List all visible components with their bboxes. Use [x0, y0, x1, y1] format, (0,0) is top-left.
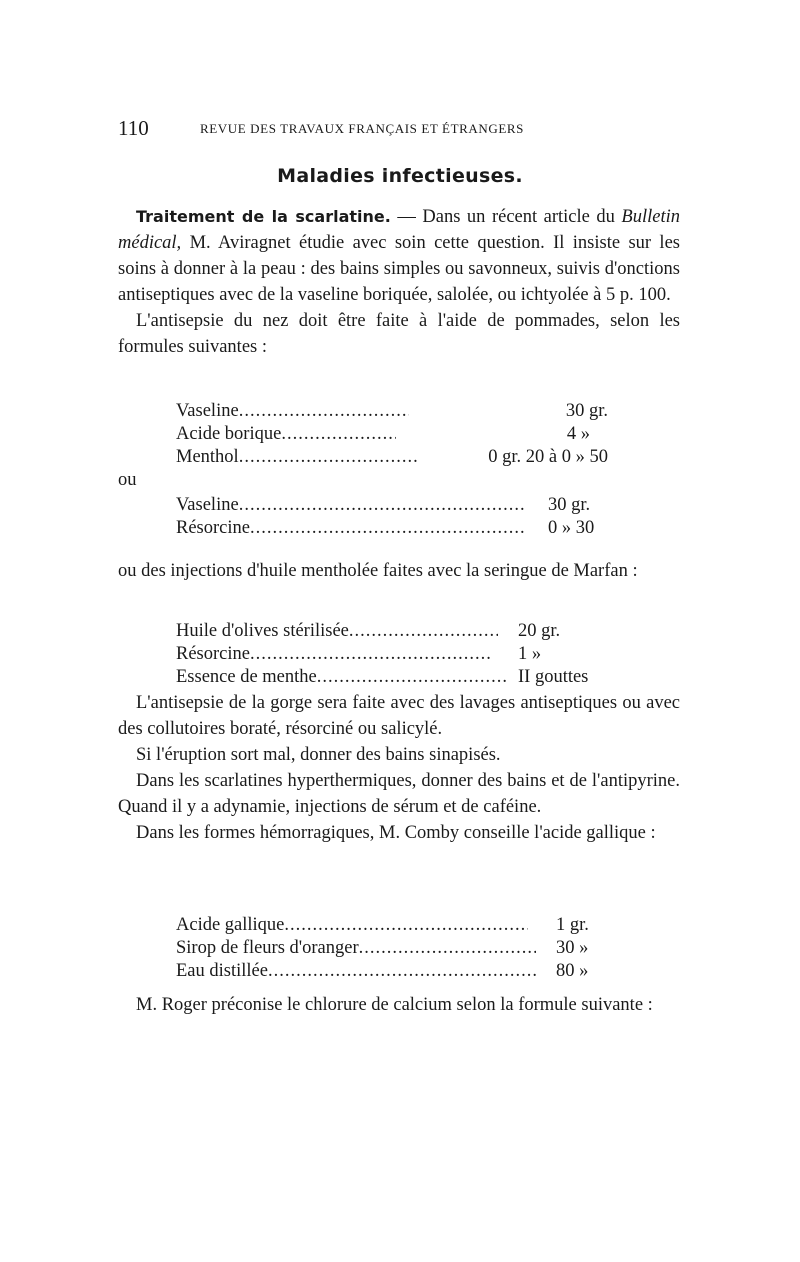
- paragraph-block-gorge: [118, 690, 680, 846]
- page-number: 110: [118, 116, 149, 140]
- formula-row: Acide gallique ..... 1 gr.: [176, 914, 624, 937]
- ou-connector: ou: [118, 470, 137, 490]
- running-title: REVUE DES TRAVAUX FRANÇAIS ET ÉTRANGERS: [200, 121, 525, 136]
- formula-row: Vaseline ..... 30 gr.: [176, 400, 608, 423]
- paragraph-eruption: Si l'éruption sort mal, donner des bains sinapisés.: [136, 745, 501, 765]
- formula-row: Vaseline ..... 30 gr.: [176, 494, 626, 517]
- formula-row: Essence de menthe ..... II gouttes: [176, 666, 626, 689]
- formula-row: Eau distillée ..... 80 »: [176, 960, 624, 983]
- paragraph-gorge: L'antisepsie de la gorge sera faite avec des lavages antiseptiques ou avec des collutoires boraté, résorciné ou salicylé.: [118, 693, 680, 739]
- formula-row: Résorcine ..... 1 »: [176, 643, 626, 666]
- paragraph-heading: Traitement de la scarlatine.: [136, 207, 391, 226]
- paragraph-traitement: [118, 204, 680, 360]
- paragraph-roger: M. Roger préconise le chlorure de calcium selon la formule suivante :: [136, 995, 653, 1015]
- paragraph-text: — Dans un récent article du: [390, 207, 622, 227]
- formula-injection: [176, 620, 626, 689]
- formula-acide-gallique: [176, 914, 624, 983]
- section-title: Maladies infectieuses.: [277, 165, 523, 187]
- running-head: [118, 116, 598, 140]
- formula-pommade-1: [176, 400, 608, 469]
- formula-row: Résorcine ..... 0 » 30: [176, 517, 626, 540]
- formula-row: Sirop de fleurs d'oranger ..... 30 »: [176, 937, 624, 960]
- formula-pommade-2: [176, 494, 626, 540]
- formula-row: Huile d'olives stérilisée ..... 20 gr.: [176, 620, 626, 643]
- paragraph-antisepsie-nez: L'antisepsie du nez doit être faite à l'aide de pommades, selon les formules suivantes :: [118, 311, 680, 357]
- formula-row: Menthol ..... 0 gr. 20 à 0 » 50: [176, 446, 608, 469]
- paragraph-injections: ou des injections d'huile mentholée faites avec la seringue de Marfan :: [118, 561, 638, 581]
- paragraph-hemorragiques: Dans les formes hémorragiques, M. Comby conseille l'acide gallique :: [136, 823, 656, 843]
- formula-row: Acide borique ..... 4 »: [176, 423, 608, 446]
- journal-title: Bulletin médical,: [118, 207, 680, 253]
- paragraph-text: M. Aviragnet étudie avec soin cette question. Il insiste sur les soins à donner à la peau : des bains simples ou savonneux, suivis d'onctions antiseptiques avec de la vaseline boriquée, salolée, ou ichtyolée à 5 p. 100.: [118, 233, 680, 305]
- paragraph-hyperthermiques: Dans les scarlatines hyperthermiques, donner des bains et de l'antipyrine. Quand il y a adynamie, injections de sérum et de caféine.: [118, 771, 680, 817]
